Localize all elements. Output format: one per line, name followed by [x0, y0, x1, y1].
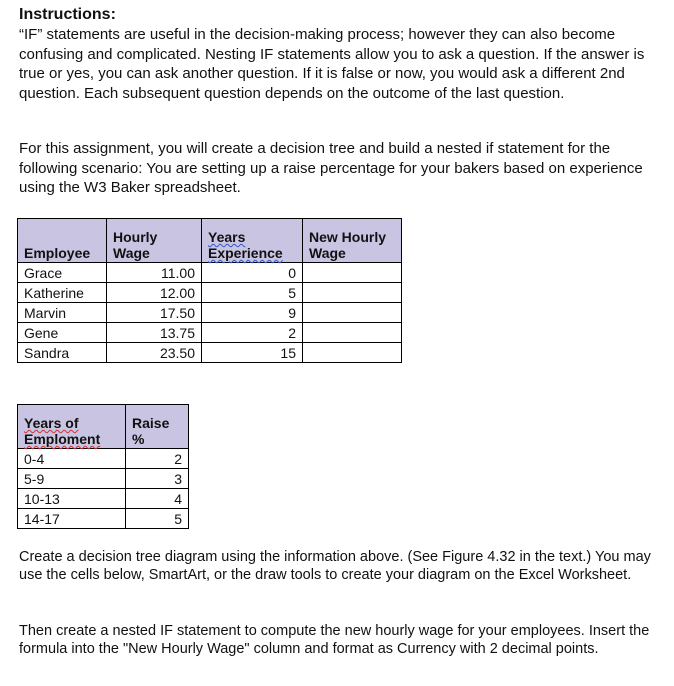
employee-row	[18, 323, 402, 343]
years-experience-cell: 15	[202, 343, 303, 363]
employee-row	[18, 343, 402, 363]
raise-row	[18, 489, 189, 509]
employee-name-cell: Sandra	[18, 343, 107, 363]
years-range-cell: 0-4	[18, 449, 126, 469]
years-range-cell: 10-13	[18, 489, 126, 509]
new-hourly-wage-cell[interactable]	[303, 323, 402, 343]
raise-row	[18, 449, 189, 469]
instructions-heading: Instructions:	[19, 6, 116, 23]
employee-name-cell: Katherine	[18, 283, 107, 303]
hourly-wage-cell: 13.75	[107, 323, 202, 343]
employee-name-cell: Grace	[18, 263, 107, 283]
years-experience-cell: 0	[202, 263, 303, 283]
assignment-text: For this assignment, you will create a decision tree and build a nested if statement for the following scenario: You are setting up a raise percentage for your bakers based on experience using the W3 Baker spreadsheet.	[19, 140, 643, 196]
header-hourly-wage: Hourly Wage	[107, 219, 202, 263]
new-hourly-wage-cell[interactable]	[303, 303, 402, 323]
diagram-instructions: Create a decision tree diagram using the information above. (See Figure 4.32 in the text.) You may use the cells below, SmartArt, or the draw tools to create your diagram on the Excel Worksheet.	[19, 549, 651, 583]
raise-row	[18, 509, 189, 529]
years-range-cell: 14-17	[18, 509, 126, 529]
years-range-cell: 5-9	[18, 469, 126, 489]
raise-percent-cell: 2	[126, 449, 189, 469]
employee-name-cell: Marvin	[18, 303, 107, 323]
employee-table-header	[18, 219, 402, 263]
years-experience-cell: 9	[202, 303, 303, 323]
assignment-paragraph	[19, 139, 667, 198]
years-experience-cell: 5	[202, 283, 303, 303]
header-years-experience-text: Years Experience	[208, 229, 283, 261]
new-hourly-wage-cell[interactable]	[303, 263, 402, 283]
employee-row	[18, 303, 402, 323]
employee-table	[17, 218, 402, 363]
raise-percent-cell: 4	[126, 489, 189, 509]
raise-percent-cell: 5	[126, 509, 189, 529]
header-employee: Employee	[18, 219, 107, 263]
intro-paragraph: “IF” statements are useful in the decision-making process; however they can also become confusing and complicated. Nesting IF statements allow you to ask a question. If the answer is true or yes, you can ask another question. If it is false or now, you would ask a different 2nd question. Each subsequent question depends on the outcome of the last question.	[19, 26, 645, 102]
hourly-wage-cell: 17.50	[107, 303, 202, 323]
years-experience-cell: 2	[202, 323, 303, 343]
hourly-wage-cell: 23.50	[107, 343, 202, 363]
raise-percent-cell: 3	[126, 469, 189, 489]
header-years-of-employment-text: Years of Emploment	[24, 415, 101, 447]
raise-table-header	[18, 405, 189, 449]
header-years-experience	[202, 219, 303, 263]
hourly-wage-cell: 11.00	[107, 263, 202, 283]
header-years-of-employment	[18, 405, 126, 449]
employee-row	[18, 263, 402, 283]
header-raise-percent: Raise %	[126, 405, 189, 449]
raise-row	[18, 469, 189, 489]
new-hourly-wage-cell[interactable]	[303, 283, 402, 303]
formula-instructions: Then create a nested IF statement to compute the new hourly wage for your employees. Insert the formula into the "New Hourly Wage" column and format as Currency with 2 decimal points.	[19, 623, 650, 657]
new-hourly-wage-cell[interactable]	[303, 343, 402, 363]
employee-row	[18, 283, 402, 303]
hourly-wage-cell: 12.00	[107, 283, 202, 303]
header-new-hourly-wage: New Hourly Wage	[303, 219, 402, 263]
raise-table	[17, 404, 189, 529]
employee-name-cell: Gene	[18, 323, 107, 343]
